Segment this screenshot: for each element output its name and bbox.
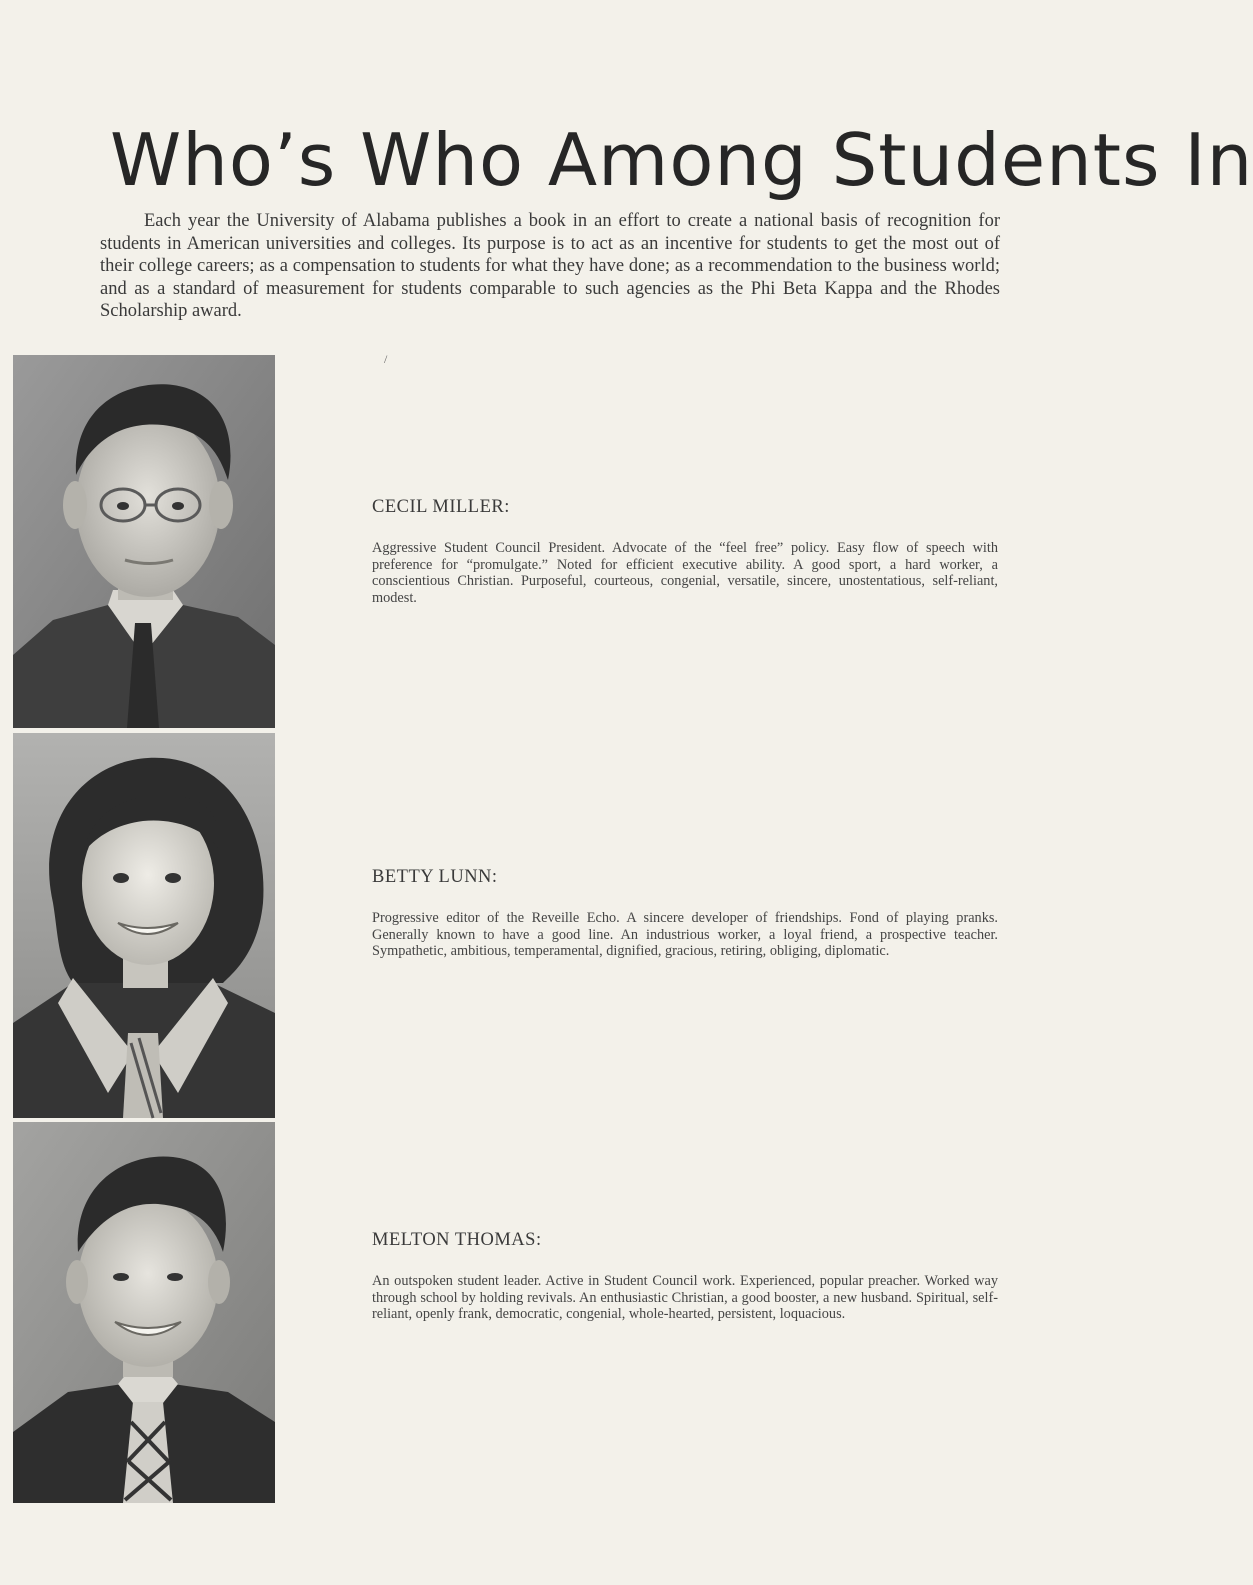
student-entry	[372, 867, 998, 960]
portrait-young-man-image	[13, 1122, 275, 1503]
intro-paragraph: Each year the University of Alabama publishes a book in an effort to create a national basis of recognition for students in American universities and colleges. Its purpose is to act as an incentive for students to get the most out of their college careers; as a compensation to students for what they have done; as a recommendation to the business world; and as a standard of measurement for students comparable to such agencies as the Phi Beta Kappa and the Rhodes Scholarship award.	[100, 211, 1000, 321]
stray-mark: /	[384, 352, 388, 366]
portrait-man-glasses-image	[13, 355, 275, 728]
student-entry	[372, 497, 998, 606]
page-title: Who’s Who Among Students In	[110, 118, 1253, 202]
student-description: An outspoken student leader. Active in Student Council work. Experienced, popular preacher. Worked way through school by holding revivals. An enthusiastic Christian, a good booster, a new husband. Spiritual, self-reliant, openly frank, democratic, congenial, whole-hearted, persistent, loquacious.	[372, 1273, 998, 1322]
student-entry	[372, 1230, 998, 1323]
student-name: MELTON THOMAS:	[372, 1230, 542, 1250]
portrait-photo-cecil-miller	[13, 355, 275, 728]
portrait-photo-betty-lunn	[13, 733, 275, 1118]
student-name: BETTY LUNN:	[372, 867, 498, 887]
student-description: Aggressive Student Council President. Advocate of the “feel free” policy. Easy flow of speech with preference for “promulgate.” Noted for efficient executive ability. A good sport, a hard worker, a conscientious Christian. Purposeful, courteous, congenial, versatile, sincere, unostentatious, self-reliant, modest.	[372, 540, 998, 606]
portrait-photo-melton-thomas	[13, 1122, 275, 1503]
student-name: CECIL MILLER:	[372, 497, 510, 517]
student-description: Progressive editor of the Reveille Echo. A sincere developer of friendships. Fond of playing pranks. Generally known to have a good line. An industrious worker, a loyal friend, a prospective teacher. Sympathetic, ambitious, temperamental, dignified, gracious, retiring, obliging, diplomatic.	[372, 910, 998, 959]
portrait-woman-image	[13, 733, 275, 1118]
